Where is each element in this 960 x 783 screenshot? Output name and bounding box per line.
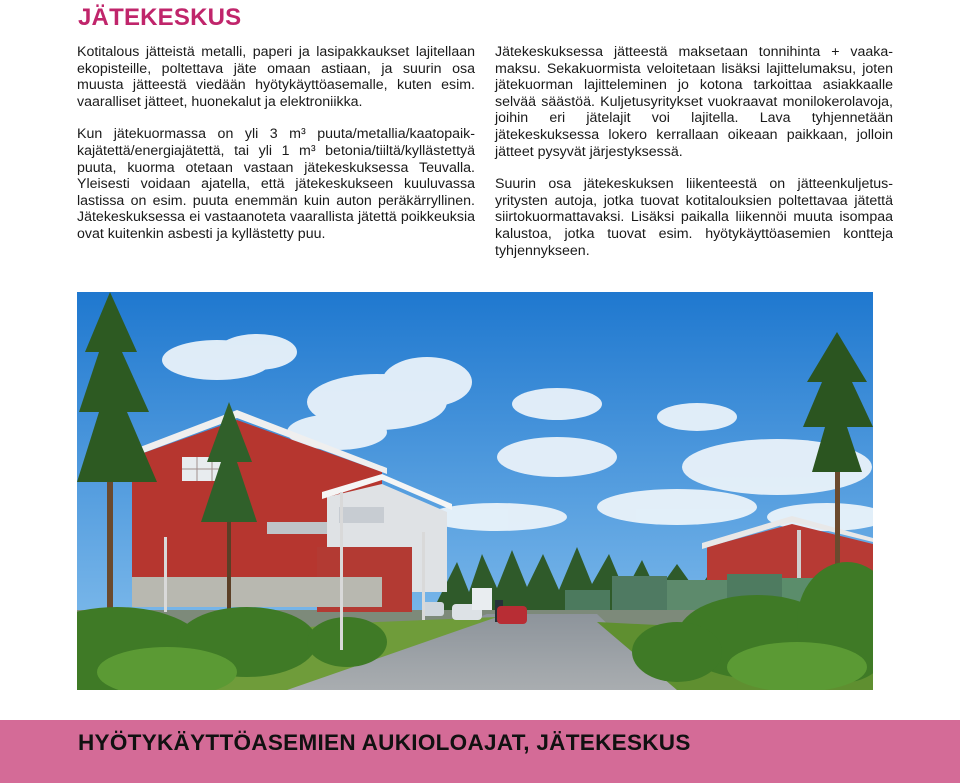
paragraph: Suurin osa jätekeskuksen liikenteestä on jätteenkuljetusyritysten autoja, jotka tuovat kotitalouksien poltettavaa jätettä siirtokuormattavaksi. Lisäksi paikalla liikennöi muuta isompaa kalustoa, jotka tuovat esim. hyötykäyttöasemien kontteja tyhjennykseen. (495, 176, 893, 259)
waste-center-photo (77, 292, 873, 690)
page-title: JÄTEKESKUS (78, 4, 242, 31)
paragraph: Jätekeskuksessa jätteestä maksetaan tonnihinta + vaakamaksu. Sekakuormista veloitetaan lisäksi lajittelumaksu, joten jätekuorman lajitteleminen jo kotona tarkoittaa asiakkaalle selvää säästöä. Kuljetusyritykset vuokraavat monilokerolavoja, joihin eri jätelajit voi lajitella. Lava tyhjennetään jätekeskuksessa lokero kerrallaan oikeaan paikkaan, jolloin jätteet pysyvät järjestyksessä. (495, 44, 893, 160)
paragraph: Kotitalous jätteistä metalli, paperi ja lasipakkaukset lajitellaan ekopisteille, poltettava jäte omaan astiaan, ja suurin osa muusta jätteestä viedään hyötykäyttöasemalle, kuten esim. vaaralliset jätteet, huonekalut ja elektroniikka. (77, 44, 475, 110)
right-text-column (495, 44, 893, 275)
footer-title: HYÖTYKÄYTTÖASEMIEN AUKIOLOAJAT, JÄTEKESKUS (78, 730, 691, 755)
left-text-column (77, 44, 475, 259)
paragraph: Kun jätekuormassa on yli 3 m³ puuta/metallia/kaatopaikkajätettä/energiajätettä, tai yli 1 m³ betonia/tiiltä/kyllästettyä puuta, kuorma otetaan vastaan jätekeskuksessa Teuvalla. Yleisesti voidaan ajatella, että jätekeskukseen kuuluvassa lastissa on esim. puuta enemmän kuin auton peräkärryllinen. Jätekeskuksessa ei vastaanoteta vaarallista jätettä poikkeuksia ovat kuitenkin asbesti ja kyllästetty puu. (77, 126, 475, 242)
